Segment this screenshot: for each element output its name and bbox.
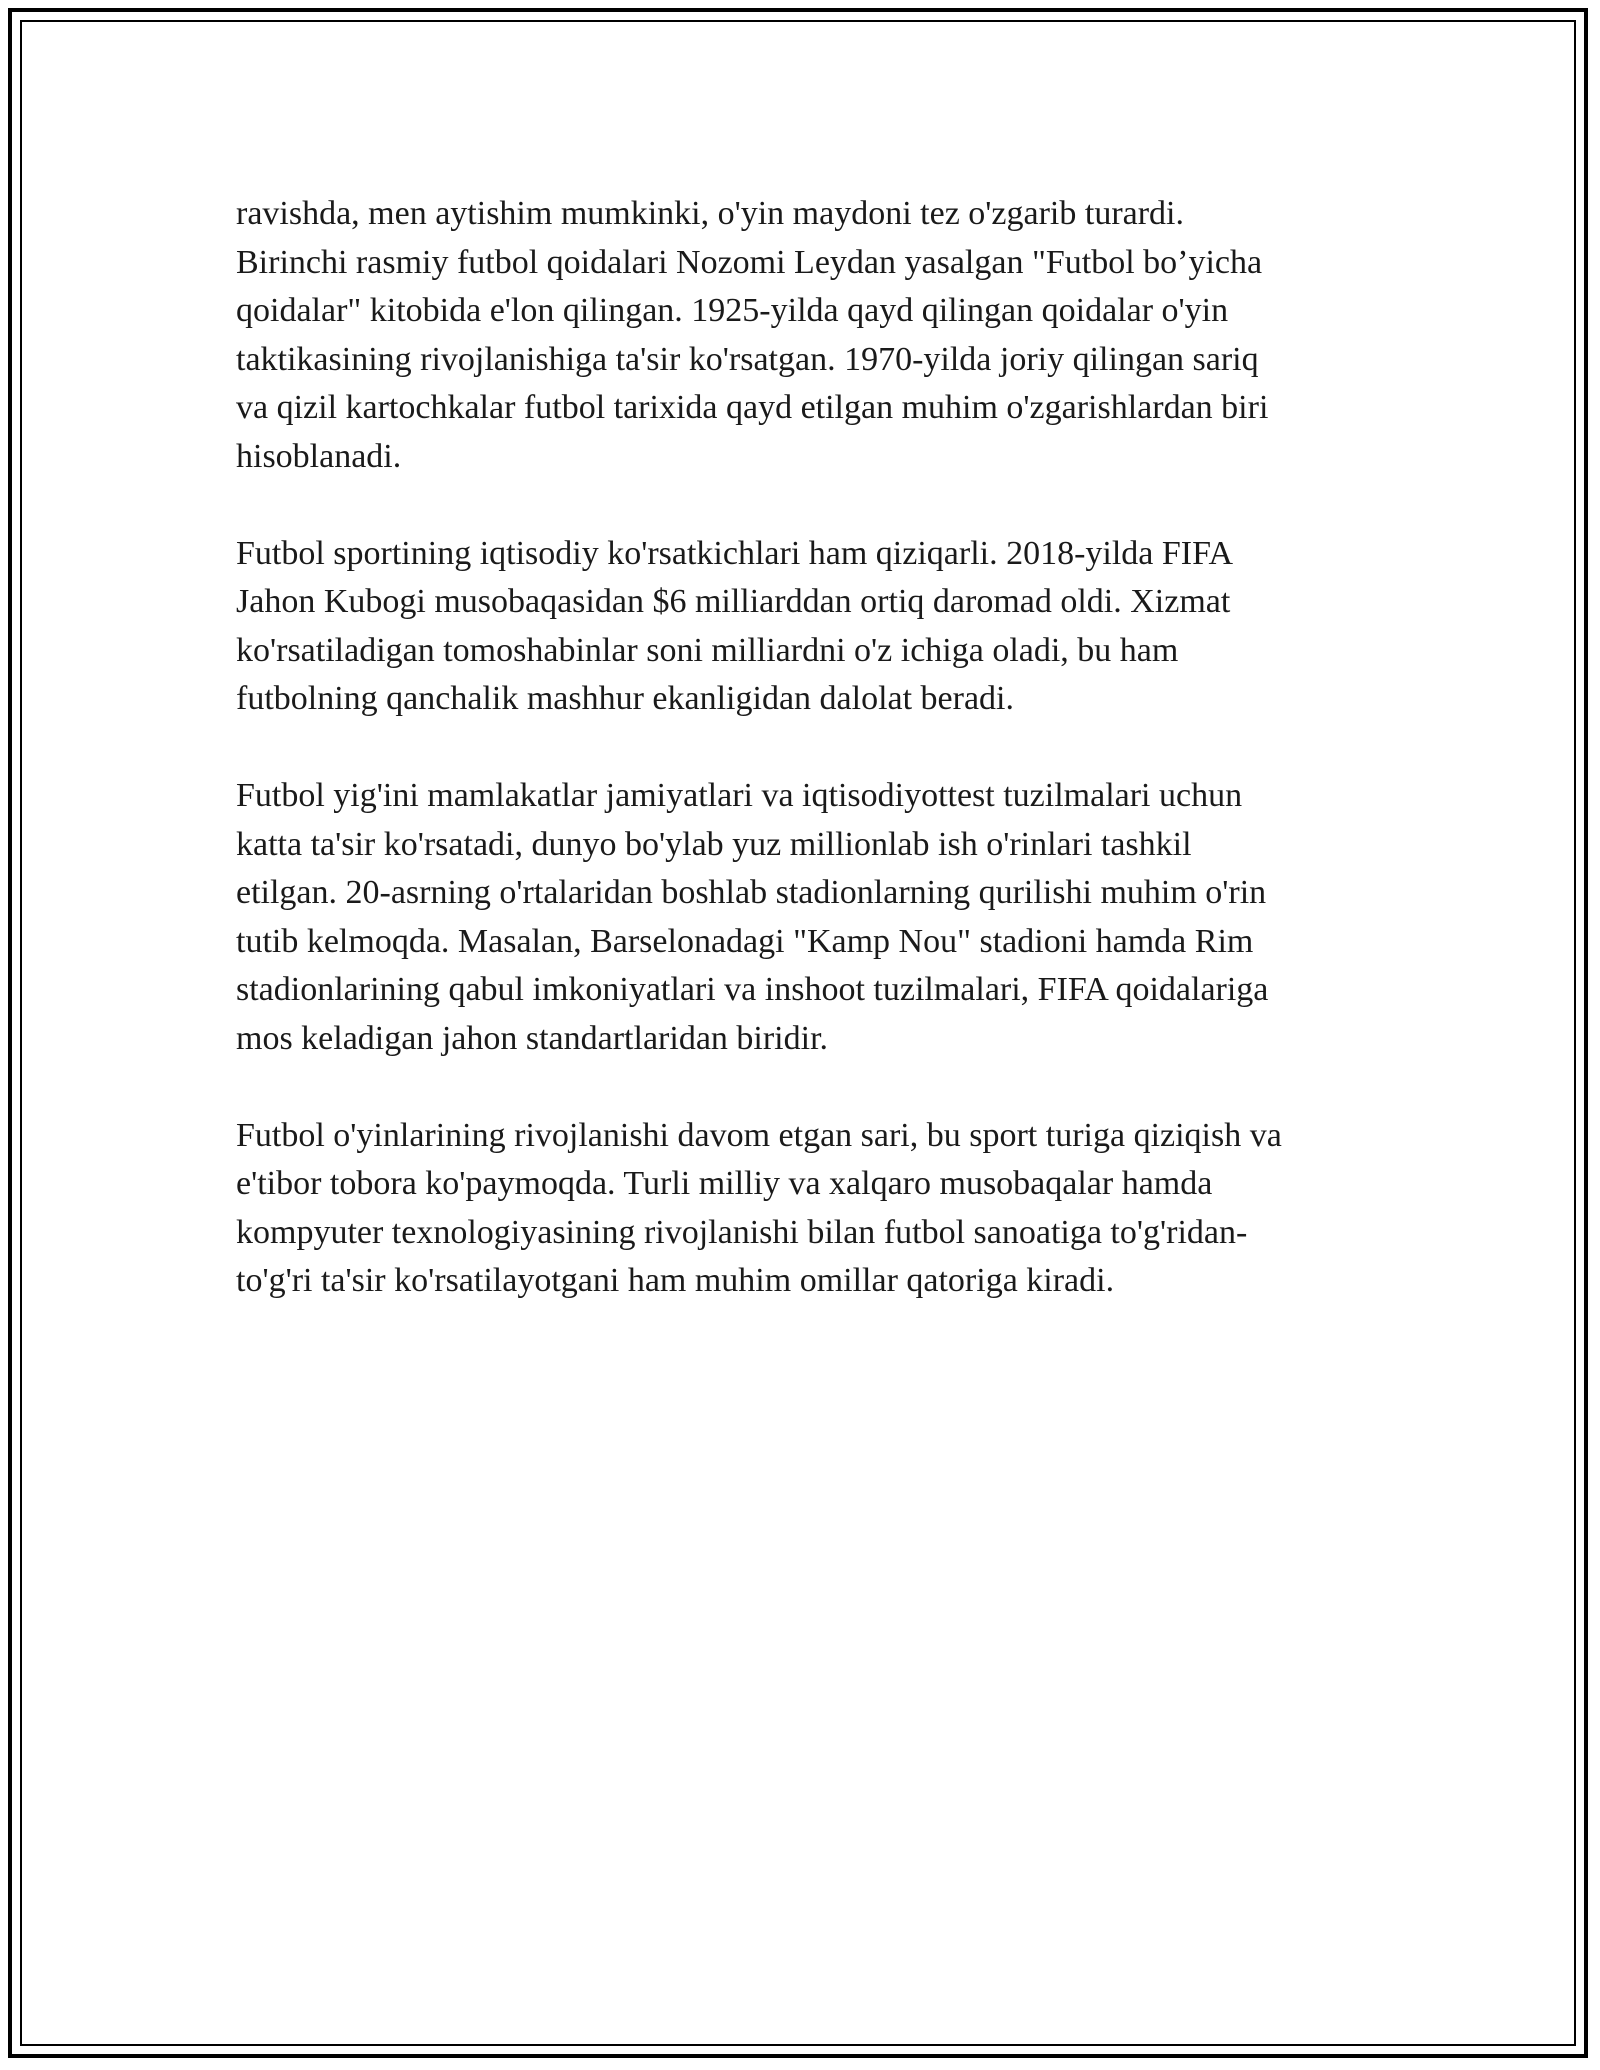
text-line: taktikasining rivojlanishiga ta'sir ko'rsatgan. 1970-yilda joriy qilingan sariq xyxy=(236,340,1259,378)
text-line: etilgan. 20-asrning o'rtalaridan boshlab stadionlarning qurilishi muhim o'rin xyxy=(236,874,1267,911)
paragraph-3 xyxy=(236,772,1376,1063)
text-line: Futbol sportining iqtisodiy ko'rsatkichlari ham qiziqarli. 2018-yilda FIFA xyxy=(236,534,1234,572)
paragraph-1 xyxy=(236,190,1376,481)
paragraph-2 xyxy=(236,530,1376,724)
text-line: qoidalar" kitobida e'lon qilingan. 1925-yilda qayd qilingan qoidalar o'yin xyxy=(236,292,1229,329)
text-line: tutib kelmoqda. Masalan, Barselonadagi "Kamp Nou" stadioni hamda Rim xyxy=(236,922,1254,960)
text-line: e'tibor tobora ko'paymoqda. Turli milliy va xalqaro musobaqalar hamda xyxy=(236,1165,1213,1202)
text-line: futbolning qanchalik mashhur ekanligidan dalolat beradi. xyxy=(236,680,1014,717)
text-line: katta ta'sir ko'rsatadi, dunyo bo'ylab yuz millionlab ish o'rinlari tashkil xyxy=(236,825,1192,863)
text-line: Futbol yig'ini mamlakatlar jamiyatlari va iqtisodiyottest tuzilmalari uchun xyxy=(236,777,1243,814)
text-line: hisoblanadi. xyxy=(236,437,402,475)
text-line: to'g'ri ta'sir ko'rsatilayotgani ham muhim omillar qatoriga kiradi. xyxy=(236,1262,1115,1299)
text-line: va qizil kartochkalar futbol tarixida qayd etilgan muhim o'zgarishlardan biri xyxy=(236,389,1269,426)
text-line: ravishda, men aytishim mumkinki, o'yin maydoni tez o'zgarib turardi. xyxy=(236,195,1184,232)
document-body xyxy=(236,190,1376,1354)
paragraph-4 xyxy=(236,1112,1376,1306)
text-line: ko'rsatiladigan tomoshabinlar soni milliardni o'z ichiga oladi, bu ham xyxy=(236,631,1179,669)
text-line: kompyuter texnologiyasining rivojlanishi bilan futbol sanoatiga to'g'ridan- xyxy=(236,1213,1248,1251)
text-line: stadionlarining qabul imkoniyatlari va inshoot tuzilmalari, FIFA qoidalariga xyxy=(236,971,1269,1008)
text-line: Birinchi rasmiy futbol qoidalari Nozomi Leydan yasalgan "Futbol bo’yicha xyxy=(236,243,1263,281)
text-line: Futbol o'yinlarining rivojlanishi davom etgan sari, bu sport turiga qiziqish va xyxy=(236,1116,1282,1154)
text-line: mos keladigan jahon standartlaridan biridir. xyxy=(236,1019,829,1057)
text-line: Jahon Kubogi musobaqasidan $6 milliarddan ortiq daromad oldi. Xizmat xyxy=(236,583,1231,620)
